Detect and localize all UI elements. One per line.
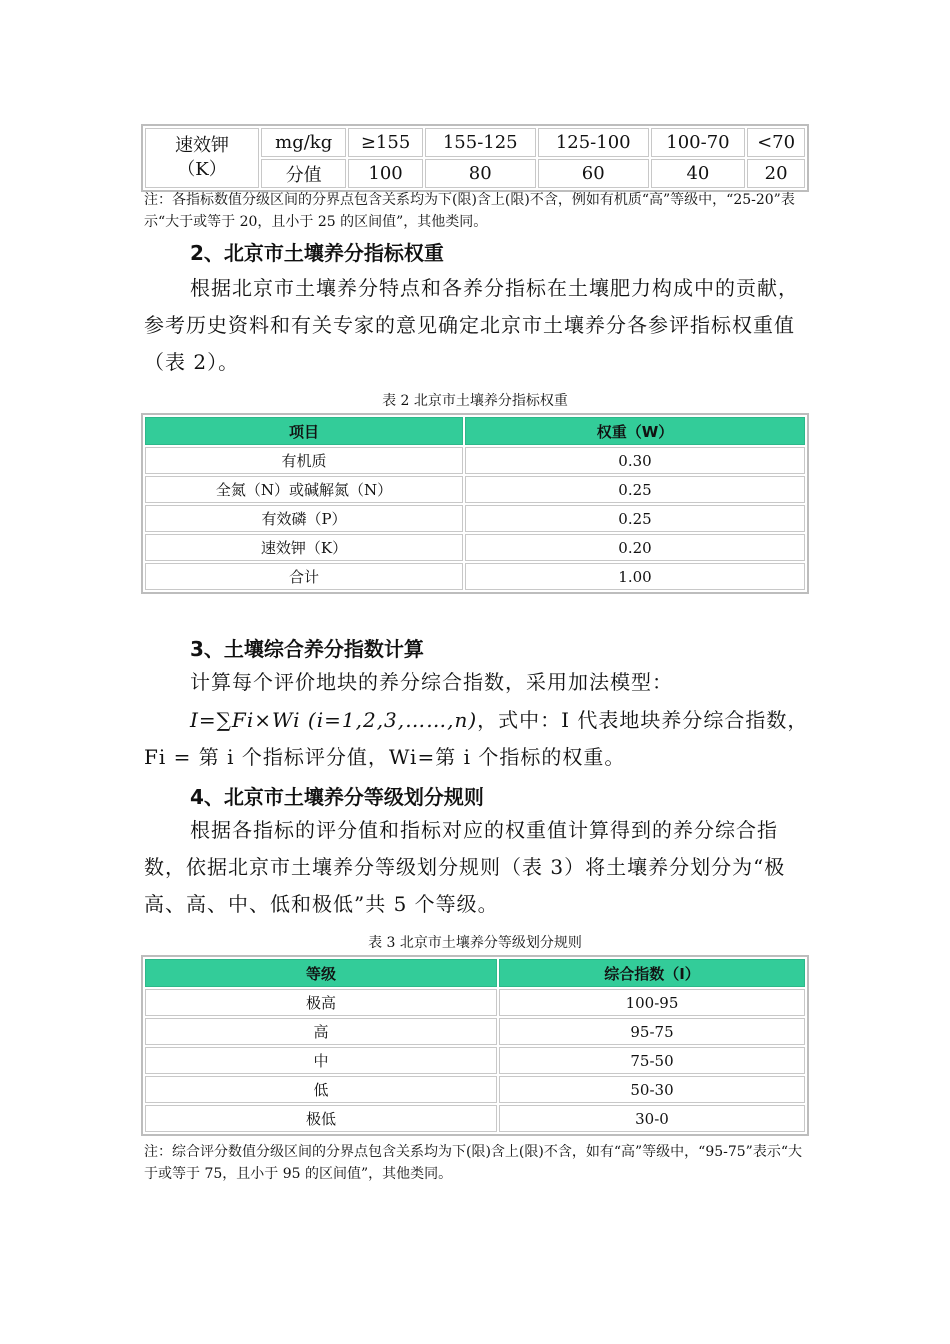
score-cell: 80 — [425, 159, 536, 188]
table-row — [145, 1076, 805, 1103]
item-cell: 有机质 — [145, 447, 463, 474]
indicator-cell: 速效钾 （K） — [145, 128, 259, 188]
item-cell: 极低 — [145, 1105, 497, 1132]
column-header: 权重（W） — [465, 417, 805, 445]
range-cell: ≥155 — [348, 128, 422, 157]
item-cell: 全氮（N）或碱解氮（N） — [145, 476, 463, 503]
section-2-paragraph: 根据北京市土壤养分特点和各养分指标在土壤肥力构成中的贡献，参考历史资料和有关专家的意见确定北京市土壤养分各参评指标权重值（表 2）。 — [144, 276, 799, 374]
column-header: 项目 — [145, 417, 463, 445]
column-header: 等级 — [145, 959, 497, 987]
table-header-row — [145, 959, 805, 987]
item-cell: 合计 — [145, 563, 463, 590]
section-4-paragraph: 根据各指标的评分值和指标对应的权重值计算得到的养分综合指数，依据北京市土壤养分等级划分规则（表 3）将土壤养分划分为“极高、高、中、低和极低”共 5 个等级。 — [144, 818, 786, 916]
table-row — [145, 1047, 805, 1074]
section-3-paragraph: 计算每个评价地块的养分综合指数，采用加法模型： — [190, 670, 673, 694]
score-label-cell: 分值 — [261, 159, 346, 188]
section-heading-4: 4、北京市土壤养分等级划分规则 — [190, 785, 484, 809]
table-row — [145, 1105, 805, 1132]
value-cell: 75-50 — [499, 1047, 805, 1074]
range-cell: 100-70 — [651, 128, 745, 157]
score-cell: 20 — [747, 159, 805, 188]
value-cell: 95-75 — [499, 1018, 805, 1045]
unit-cell: mg/kg — [261, 128, 346, 157]
value-cell: 100-95 — [499, 989, 805, 1016]
score-cell: 100 — [348, 159, 422, 188]
range-cell: 125-100 — [538, 128, 649, 157]
table2-caption: 表 2 北京市土壤养分指标权重 — [382, 393, 568, 409]
table3-caption: 表 3 北京市土壤养分等级划分规则 — [368, 935, 582, 951]
weight-table — [141, 413, 809, 594]
item-cell: 极高 — [145, 989, 497, 1016]
potassium-grade-table — [141, 124, 809, 192]
table-row — [145, 447, 805, 474]
formula-paragraph: I=∑Fi×Wi (i=1,2,3,……,n)，式中：I 代表地块养分综合指数，Fi = 第 i 个指标评分值，Wi=第 i 个指标的权重。 — [144, 708, 809, 769]
formula: I=∑Fi×Wi (i=1,2,3,……,n) — [190, 708, 478, 732]
weight-table-body — [145, 447, 805, 590]
value-cell: 1.00 — [465, 563, 805, 590]
item-cell: 速效钾（K） — [145, 534, 463, 561]
value-cell: 0.30 — [465, 447, 805, 474]
score-cell: 40 — [651, 159, 745, 188]
value-cell: 0.20 — [465, 534, 805, 561]
table-row — [145, 505, 805, 532]
grade-rule-table-body — [145, 989, 805, 1132]
table1-note: 注：各指标数值分级区间的分界点包含关系均为下(限)含上(限)不含，例如有机质“高”等级中，“25-20”表示“大于或等于 20，且小于 25 的区间值”，其他类同。 — [144, 192, 795, 230]
table-header-row — [145, 417, 805, 445]
item-cell: 低 — [145, 1076, 497, 1103]
item-cell: 中 — [145, 1047, 497, 1074]
table-row — [145, 989, 805, 1016]
value-cell: 30-0 — [499, 1105, 805, 1132]
score-cell: 60 — [538, 159, 649, 188]
table-row — [145, 476, 805, 503]
table-row — [145, 1018, 805, 1045]
range-cell: 155-125 — [425, 128, 536, 157]
item-cell: 有效磷（P） — [145, 505, 463, 532]
value-cell: 0.25 — [465, 476, 805, 503]
table3-note: 注：综合评分数值分级区间的分界点包含关系均为下(限)含上(限)不含，如有“高”等级中，“95-75”表示“大于或等于 75，且小于 95 的区间值”，其他类同。 — [144, 1144, 802, 1182]
range-cell: <70 — [747, 128, 805, 157]
section-heading-3: 3、土壤综合养分指数计算 — [190, 637, 424, 661]
table-row — [145, 534, 805, 561]
section-heading-2: 2、北京市土壤养分指标权重 — [190, 241, 444, 265]
grade-rule-table — [141, 955, 809, 1136]
value-cell: 0.25 — [465, 505, 805, 532]
item-cell: 高 — [145, 1018, 497, 1045]
value-cell: 50-30 — [499, 1076, 805, 1103]
table-row — [145, 128, 805, 157]
column-header: 综合指数（I） — [499, 959, 805, 987]
table-row — [145, 563, 805, 590]
